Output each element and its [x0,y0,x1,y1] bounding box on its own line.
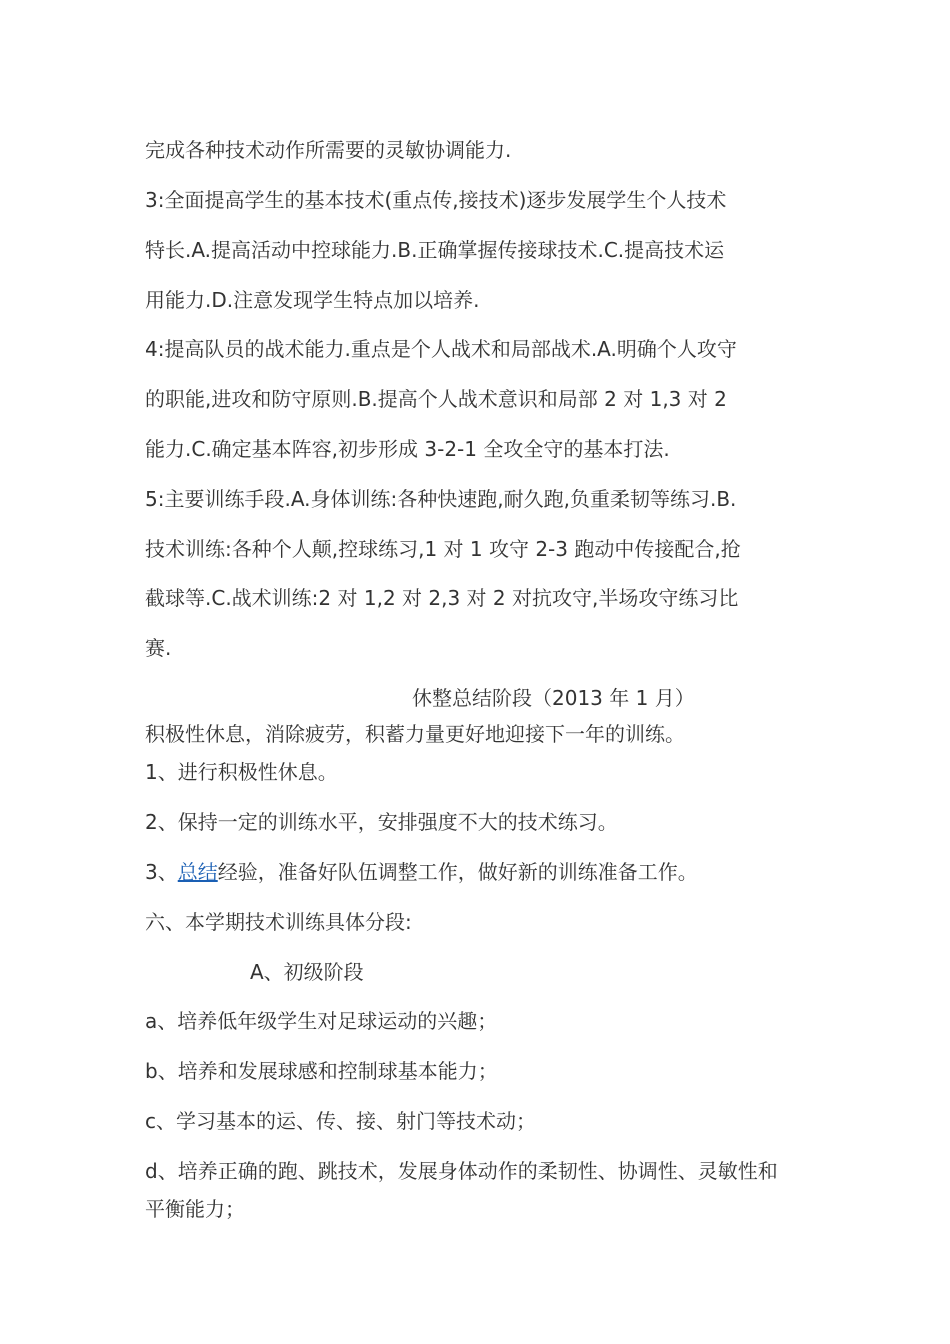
list-item [145,858,698,886]
paragraph-line: 能力.C.确定基本阵容,初步形成 3-2-1 全攻全守的基本打法. [145,437,670,461]
section-heading: 六、本学期技术训练具体分段: [145,910,412,934]
paragraph-line: 截球等.C.战术训练:2 对 1,2 对 2,3 对 2 对抗攻守,半场攻守练习比 [145,586,739,610]
list-item: a、培养低年级学生对足球运动的兴趣； [145,1009,498,1033]
list-item: b、培养和发展球感和控制球基本能力； [145,1059,498,1083]
list-item: c、学习基本的运、传、接、射门等技术动； [145,1109,536,1133]
paragraph-line: 完成各种技术动作所需要的灵敏协调能力. [145,138,512,162]
list-item: 1、进行积极性休息。 [145,760,338,784]
subsection-heading: A、初级阶段 [250,960,364,984]
rest-phase-intro: 积极性休息，消除疲劳，积蓄力量更好地迎接下一年的训练。 [145,722,685,746]
item-text: 经验，准备好队伍调整工作，做好新的训练准备工作。 [217,860,698,884]
paragraph-line: 特长.A.提高活动中控球能力.B.正确掌握传接球技术.C.提高技术运 [145,238,725,262]
list-item: 2、保持一定的训练水平，安排强度不大的技术练习。 [145,810,618,834]
paragraph-line: 技术训练:各种个人颠,控球练习,1 对 1 攻守 2-3 跑动中传接配合,抢 [145,537,741,561]
summary-link[interactable]: 总结 [177,860,218,884]
paragraph-line: 5:主要训练手段.A.身体训练:各种快速跑,耐久跑,负重柔韧等练习.B. [145,487,737,511]
list-item-continuation: 平衡能力； [145,1197,245,1221]
list-item: d、培养正确的跑、跳技术，发展身体动作的柔韧性、协调性、灵敏性和 [145,1159,778,1183]
paragraph-line: 用能力.D.注意发现学生特点加以培养. [145,288,480,312]
paragraph-line: 赛. [145,636,172,660]
item-number: 3、 [145,860,178,884]
paragraph-line: 4:提高队员的战术能力.重点是个人战术和局部战术.A.明确个人攻守 [145,337,737,361]
paragraph-line: 的职能,进攻和防守原则.B.提高个人战术意识和局部 2 对 1,3 对 2 [145,387,727,411]
rest-phase-heading: 休整总结阶段（2013 年 1 月） [412,686,695,710]
paragraph-line: 3:全面提高学生的基本技术(重点传,接技术)逐步发展学生个人技术 [145,188,727,212]
